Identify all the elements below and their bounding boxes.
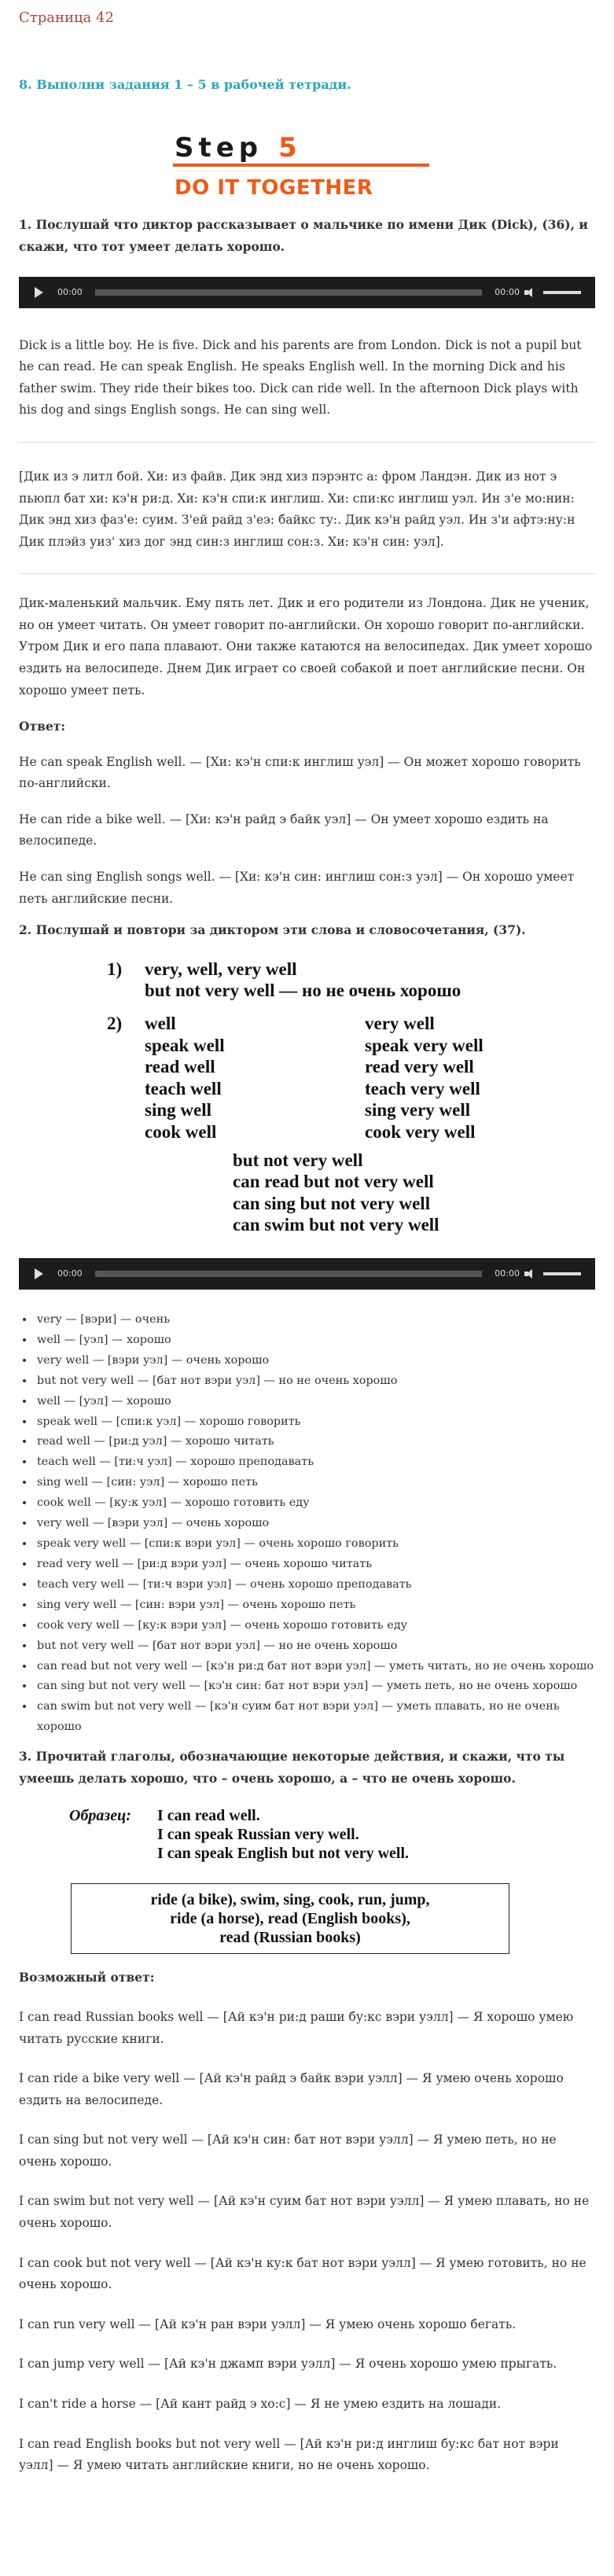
list-item: • but not very well — [бат нот вэри уэл] — но не очень хорошо: [35, 1636, 595, 1657]
book-line: cook well: [145, 1121, 217, 1142]
list-item: • well — [уэл] — хорошо: [35, 1392, 595, 1412]
exercise3-instruction: 3. Прочитай глаголы, обозначающие некоторые действия, и скажи, что ты умеешь делать хорошо, что – очень хорошо, а – что не очень хорошо.: [19, 1749, 565, 1786]
divider: [19, 442, 595, 443]
exercise1-transcription: [Дик из э литл бой. Хи: из файв. Дик энд хиз пэрэнтс а: фром Ландэн. Дик из нот э пьюпл бат хи: кэ'н ри:д. Хи: кэ'н спи:к инглиш. Хи: спи:кс инглиш уэл. Ин з'е мо:нин: Дик энд хиз фаз'е: суим. З'ей райд з'еэ: байкс ту:. Дик кэ'н райд уэл. Ин з'и афтэ:ну:н Дик плэйз уиз' хиз дог энд син:з инглиш сон:з. Хи: кэ'н син: уэл].: [19, 469, 575, 549]
list-item: • but not very well — [бат нот вэри уэл] — но не очень хорошо: [35, 1371, 595, 1392]
volume-icon[interactable]: [524, 287, 535, 298]
answer-item: I can cook but not very well — [Ай кэ'н ку:к бат нот вэри уэлл] — Я умею готовить, но не очень хорошо.: [19, 2255, 586, 2292]
list-item: • read very well — [ри:д вэри уэл] — очень хорошо читать: [35, 1555, 595, 1575]
current-time: 00:00: [57, 1268, 83, 1279]
volume-slider[interactable]: [543, 291, 581, 294]
current-time: 00:00: [57, 286, 83, 297]
list-item: • sing very well — [син: вэри уэл] — очень хорошо петь: [35, 1595, 595, 1616]
volume-slider[interactable]: [543, 1272, 581, 1275]
book-line: well: [145, 1013, 176, 1033]
answer-item: I can sing but not very well — [Ай кэ'н син: бат нот вэри уэлл] — Я умею петь, но не очень хорошо.: [19, 2133, 557, 2169]
book-line: teach well: [145, 1078, 222, 1098]
list-item: • can sing but not very well — [кэ'н син: бат нот вэри уэл] — уметь петь, но не очень хорошо: [35, 1676, 595, 1697]
list-item: • teach well — [ти:ч уэл] — хорошо преподавать: [35, 1452, 595, 1473]
book-line: read well: [145, 1057, 215, 1077]
example-line: I can read well.: [157, 1807, 260, 1825]
answer-item: I can swim but not very well — [Ай кэ'н суим бат нот вэри уэлл] — Я умею плавать, но не очень хорошо.: [19, 2194, 590, 2231]
item-number: 1): [107, 959, 123, 979]
list-item: • well — [уэл] — хорошо: [35, 1330, 595, 1351]
book-line: speak well: [145, 1035, 225, 1055]
answer-list: [19, 2007, 595, 2477]
book-line: sing well: [145, 1100, 211, 1121]
answer-item: I can ride a bike very well — [Ай кэ'н райд э байк вэри уэлл] — Я умею очень хорошо ездить на велосипеде.: [19, 2071, 564, 2107]
book-line: can read but not very well: [233, 1172, 434, 1192]
list-item: • teach very well — [ти:ч вэри уэл] — очень хорошо преподавать: [35, 1575, 595, 1595]
list-item: • very — [вэри] — очень: [35, 1310, 595, 1330]
list-item: • speak well — [спи:к уэл] — хорошо говорить: [35, 1412, 595, 1433]
task-heading: 8. Выполни задания 1 – 5 в рабочей тетради.: [19, 77, 351, 92]
example-line: I can speak Russian very well.: [157, 1826, 359, 1844]
exercise2-instruction: 2. Послушай и повтори за диктором эти слова и словосочетания, (37).: [19, 922, 526, 938]
item-number: 2): [107, 1013, 123, 1033]
list-item: • can swim but not very well — [кэ'н суим бат нот вэри уэл] — уметь плавать, но не очень хорошо: [35, 1697, 595, 1738]
audio-progress-bar[interactable]: [95, 289, 483, 296]
step-subtitle: DO IT TOGETHER: [175, 176, 373, 201]
exercise1-translation: Дик-маленький мальчик. Ему пять лет. Дик и его родители из Лондона. Дик не ученик, но он умеет читать. Он умеет говорит по-английски. Он хорошо говорит по-английски. Утром Дик и его папа плавают. Они также катаются на велосипедах. Дик умеет хорошо ездить на велосипеде. Днем Дик играет со своей собакой и поет английские песни. Он хорошо умеет петь.: [19, 596, 593, 697]
book-line: read very well: [365, 1057, 474, 1077]
book-line: but not very well: [233, 1150, 363, 1170]
audio-progress-bar[interactable]: [95, 1271, 483, 1277]
exercise1-text-en: Dick is a little boy. He is five. Dick and his parents are from London. Dick is not a pupil but he can read. He can speak English. He speaks English well. In the morning Dick and his father swim. They ride their bikes too. Dick can ride well. In the afternoon Dick plays with his dog and sings English songs. He can sing well.: [19, 337, 582, 418]
list-item: • sing well — [син: уэл] — хорошо петь: [35, 1473, 595, 1493]
book-excerpt: [107, 959, 595, 1236]
step-number: 5: [278, 132, 302, 164]
audio-player-1: [19, 277, 595, 308]
duration: 00:00: [495, 1268, 520, 1279]
book-line: very, well, very well: [145, 959, 297, 979]
duration: 00:00: [495, 286, 520, 297]
example-block: [69, 1806, 595, 1863]
exercise1-answer-label: Ответ:: [19, 719, 66, 734]
book-line: cook very well: [365, 1121, 476, 1142]
answer-item: He can speak English well. — [Хи: кэ'н спи:к инглиш уэл] — Он может хорошо говорить по-английски.: [19, 754, 581, 791]
play-icon[interactable]: [35, 287, 43, 298]
book-line: sing very well: [365, 1100, 471, 1121]
list-item: • very well — [вэри уэл] — очень хорошо: [35, 1514, 595, 1534]
page-title: Страница 42: [19, 9, 114, 26]
vocabulary-list: [35, 1310, 595, 1738]
example-label: Образец:: [69, 1807, 131, 1825]
play-icon[interactable]: [35, 1268, 43, 1279]
book-line: teach very well: [365, 1078, 480, 1098]
answer-item: I can jump very well — [Ай кэ'н джамп вэри уэлл] — Я очень хорошо умею прыгать.: [19, 2357, 557, 2372]
answer-item: He can ride a bike well. — [Хи: кэ'н райд э байк уэл] — Он умеет хорошо ездить на велосипеде.: [19, 811, 549, 848]
box-line: ride (a horse), read (English books),: [170, 1910, 410, 1928]
list-item: • very well — [вэри уэл] — очень хорошо: [35, 1351, 595, 1371]
answer-item: He can sing English songs well. — [Хи: кэ'н син: инглиш сон:з уэл] — Он хорошо умеет петь английские песни.: [19, 870, 575, 906]
list-item: • cook well — [ку:к уэл] — хорошо готовить еду: [35, 1493, 595, 1514]
book-line: very well: [365, 1013, 435, 1033]
answer-item: I can run very well — [Ай кэ'н ран вэри уэлл] — Я умею очень хорошо бегать.: [19, 2317, 517, 2331]
volume-icon[interactable]: [524, 1268, 535, 1279]
book-line: can swim but not very well: [233, 1215, 439, 1235]
exercise3-answer-label: Возможный ответ:: [19, 1970, 155, 1985]
exercise1-instruction: 1. Послушай что диктор рассказывает о мальчике по имени Дик (Dick), (36), и скажи, что тот умеет делать хорошо.: [19, 217, 588, 255]
list-item: • read well — [ри:д уэл] — хорошо читать: [35, 1432, 595, 1452]
example-line: I can speak English but not very well.: [157, 1845, 410, 1863]
answer-item: I can't ride a horse — [Ай кант райд э хо:с] — Я не умею ездить на лошади.: [19, 2396, 502, 2411]
box-line: ride (a bike), swim, sing, cook, run, jump,: [150, 1891, 430, 1909]
step-word: Step: [175, 132, 263, 164]
book-line: speak very well: [365, 1035, 483, 1055]
answer-item: I can read Russian books well — [Ай кэ'н ри:д раши бу:кс вэри уэлл] — Я хорошо умею читать русские книги.: [19, 2009, 574, 2046]
book-line: but not very well — но не очень хорошо: [145, 981, 461, 1001]
step-underline: [173, 164, 429, 167]
book-line: can sing but not very well: [233, 1193, 431, 1213]
verbs-box: [71, 1883, 509, 1954]
audio-player-2: [19, 1258, 595, 1290]
box-line: read (Russian books): [219, 1929, 361, 1947]
divider: [19, 573, 595, 574]
list-item: • cook very well — [ку:к вэри уэл] — очень хорошо готовить еду: [35, 1616, 595, 1636]
list-item: • can read but not very well — [кэ'н ри:д бат нот вэри уэл] — уметь читать, но не очень хорошо: [35, 1657, 595, 1677]
answer-item: I can read English books but not very well — [Ай кэ'н ри:д инглиш бу:кс бат нот вэри уэлл] — Я умею читать английские книги, но не очень хорошо.: [19, 2436, 559, 2473]
step-banner: [173, 124, 447, 200]
list-item: • speak very well — [спи:к вэри уэл] — очень хорошо говорить: [35, 1534, 595, 1555]
